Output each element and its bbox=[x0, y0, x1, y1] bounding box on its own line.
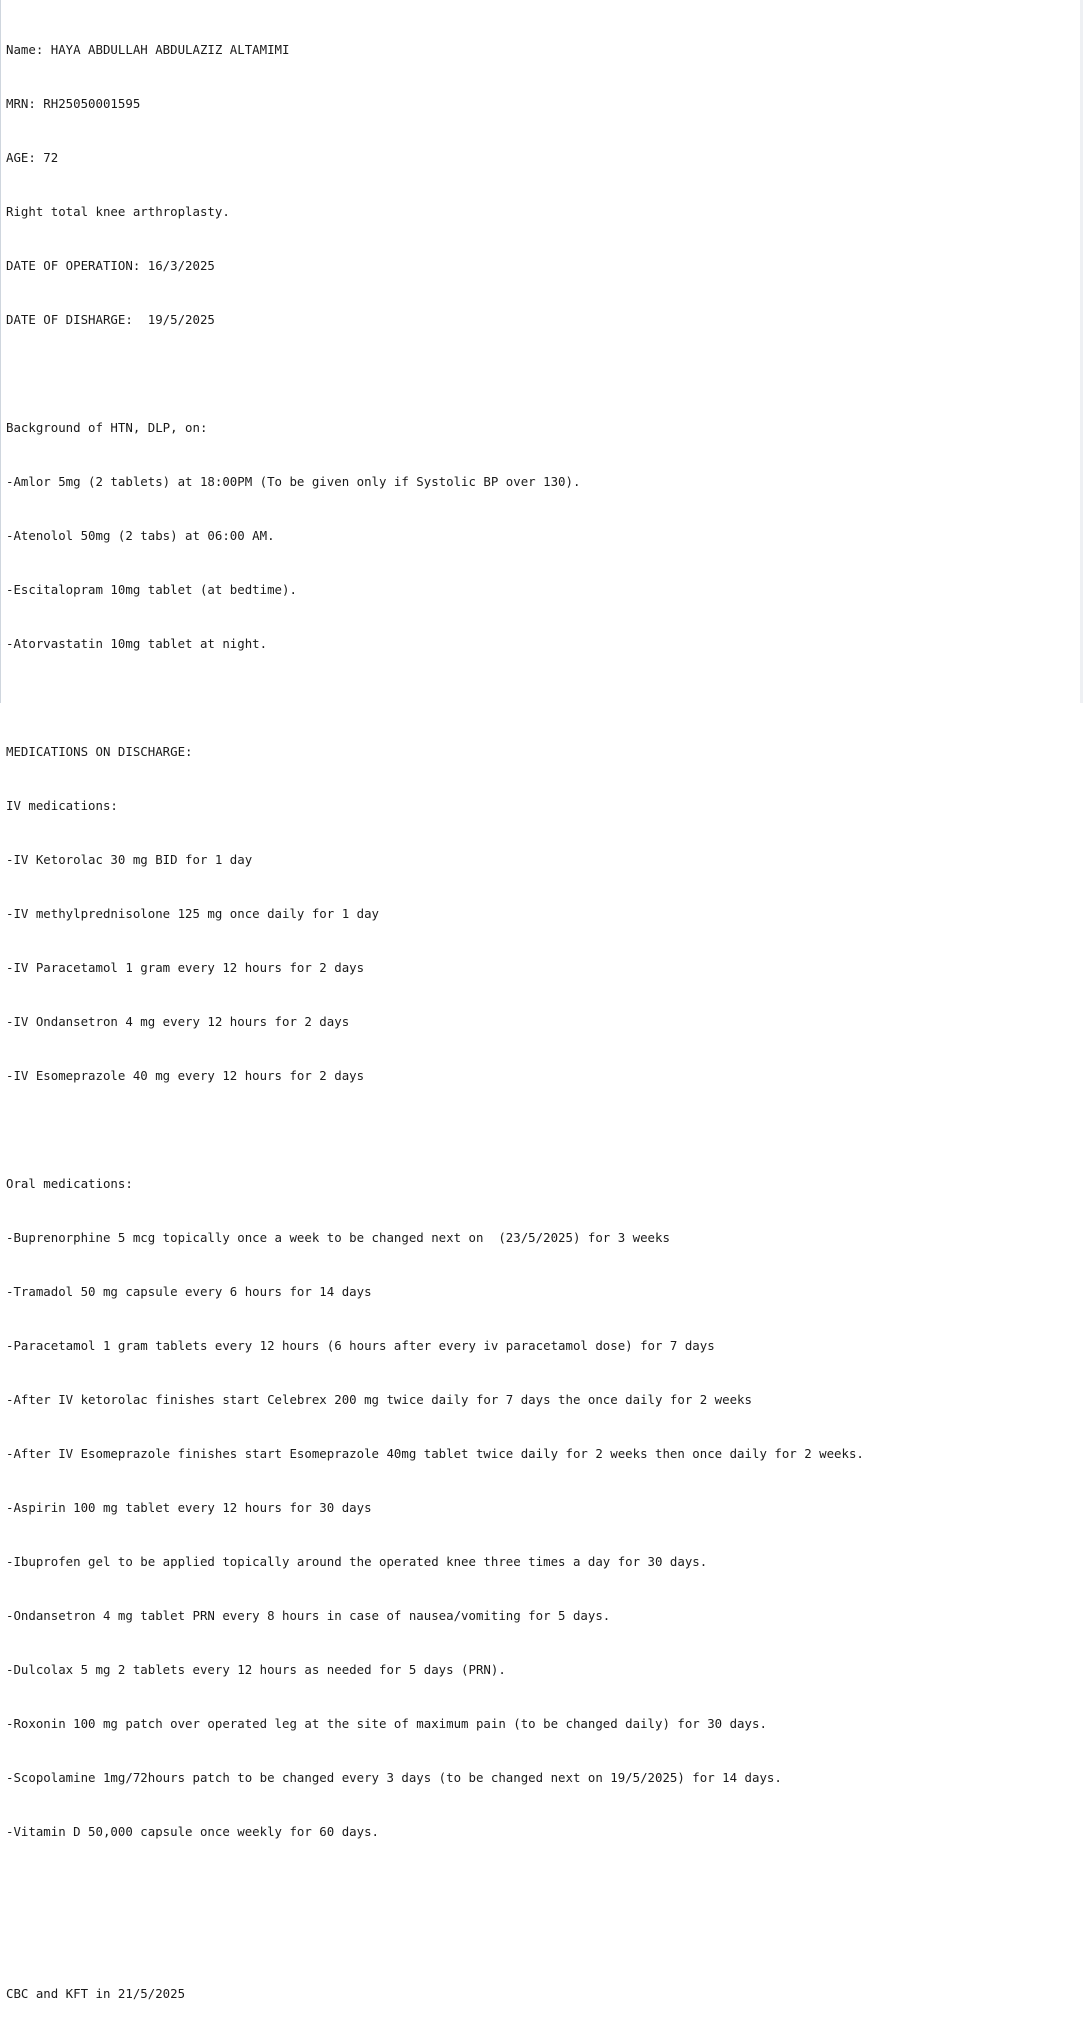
line-background-heading: Background of HTN, DLP, on: bbox=[6, 420, 208, 435]
line-iv-paracetamol: -IV Paracetamol 1 gram every 12 hours for 2 days bbox=[6, 960, 365, 975]
line-lab-followup: CBC and KFT in 21/5/2025 bbox=[6, 1986, 186, 2001]
blank-line bbox=[6, 1877, 1077, 1895]
line-iv-meds-heading: IV medications: bbox=[6, 798, 118, 813]
blank-line bbox=[6, 1931, 1077, 1949]
line-oral-buprenorphine: -Buprenorphine 5 mcg topically once a week to be changed next on (23/5/2025) for 3 weeks bbox=[6, 1230, 670, 1245]
blank-line bbox=[6, 689, 1077, 707]
line-date-of-discharge: DATE OF DISHARGE: 19/5/2025 bbox=[6, 312, 215, 327]
line-date-of-operation: DATE OF OPERATION: 16/3/2025 bbox=[6, 258, 215, 273]
line-discharge-meds-heading: MEDICATIONS ON DISCHARGE: bbox=[6, 744, 193, 759]
line-mrn: MRN: RH25050001595 bbox=[6, 96, 141, 111]
line-iv-methylprednisolone: -IV methylprednisolone 125 mg once daily for 1 day bbox=[6, 906, 379, 921]
blank-line bbox=[6, 1121, 1077, 1139]
document-text[interactable] bbox=[6, 5, 1077, 2039]
line-iv-esomeprazole: -IV Esomeprazole 40 mg every 12 hours for 2 days bbox=[6, 1068, 365, 1083]
line-oral-scopolamine: -Scopolamine 1mg/72hours patch to be changed every 3 days (to be changed next on 19/5/2025) for 14 days. bbox=[6, 1770, 782, 1785]
line-iv-ondansetron: -IV Ondansetron 4 mg every 12 hours for 2 days bbox=[6, 1014, 350, 1029]
line-age: AGE: 72 bbox=[6, 150, 59, 165]
line-oral-meds-heading: Oral medications: bbox=[6, 1176, 133, 1191]
line-oral-dulcolax: -Dulcolax 5 mg 2 tablets every 12 hours as needed for 5 days (PRN). bbox=[6, 1662, 506, 1677]
line-oral-celebrex: -After IV ketorolac finishes start Celebrex 200 mg twice daily for 7 days the once daily for 2 weeks bbox=[6, 1392, 752, 1407]
line-oral-esomeprazole: -After IV Esomeprazole finishes start Esomeprazole 40mg tablet twice daily for 2 weeks then once daily for 2 weeks. bbox=[6, 1446, 864, 1461]
line-oral-aspirin: -Aspirin 100 mg tablet every 12 hours for 30 days bbox=[6, 1500, 372, 1515]
line-home-med-atenolol: -Atenolol 50mg (2 tabs) at 06:00 AM. bbox=[6, 528, 275, 543]
line-oral-vitamin-d: -Vitamin D 50,000 capsule once weekly for 60 days. bbox=[6, 1824, 379, 1839]
line-oral-paracetamol: -Paracetamol 1 gram tablets every 12 hours (6 hours after every iv paracetamol dose) for 7 days bbox=[6, 1338, 715, 1353]
line-iv-ketorolac: -IV Ketorolac 30 mg BID for 1 day bbox=[6, 852, 253, 867]
line-oral-ibuprofen-gel: -Ibuprofen gel to be applied topically around the operated knee three times a day for 30 days. bbox=[6, 1554, 708, 1569]
line-oral-ondansetron: -Ondansetron 4 mg tablet PRN every 8 hours in case of nausea/vomiting for 5 days. bbox=[6, 1608, 611, 1623]
line-procedure: Right total knee arthroplasty. bbox=[6, 204, 230, 219]
line-oral-tramadol: -Tramadol 50 mg capsule every 6 hours for 14 days bbox=[6, 1284, 372, 1299]
line-name: Name: HAYA ABDULLAH ABDULAZIZ ALTAMIMI bbox=[6, 42, 290, 57]
line-home-med-amlor: -Amlor 5mg (2 tablets) at 18:00PM (To be given only if Systolic BP over 130). bbox=[6, 474, 581, 489]
line-home-med-atorvastatin: -Atorvastatin 10mg tablet at night. bbox=[6, 636, 268, 651]
blank-line bbox=[6, 365, 1077, 383]
line-home-med-escitalopram: -Escitalopram 10mg tablet (at bedtime). bbox=[6, 582, 297, 597]
line-oral-roxonin: -Roxonin 100 mg patch over operated leg at the site of maximum pain (to be changed daily) for 30 days. bbox=[6, 1716, 767, 1731]
